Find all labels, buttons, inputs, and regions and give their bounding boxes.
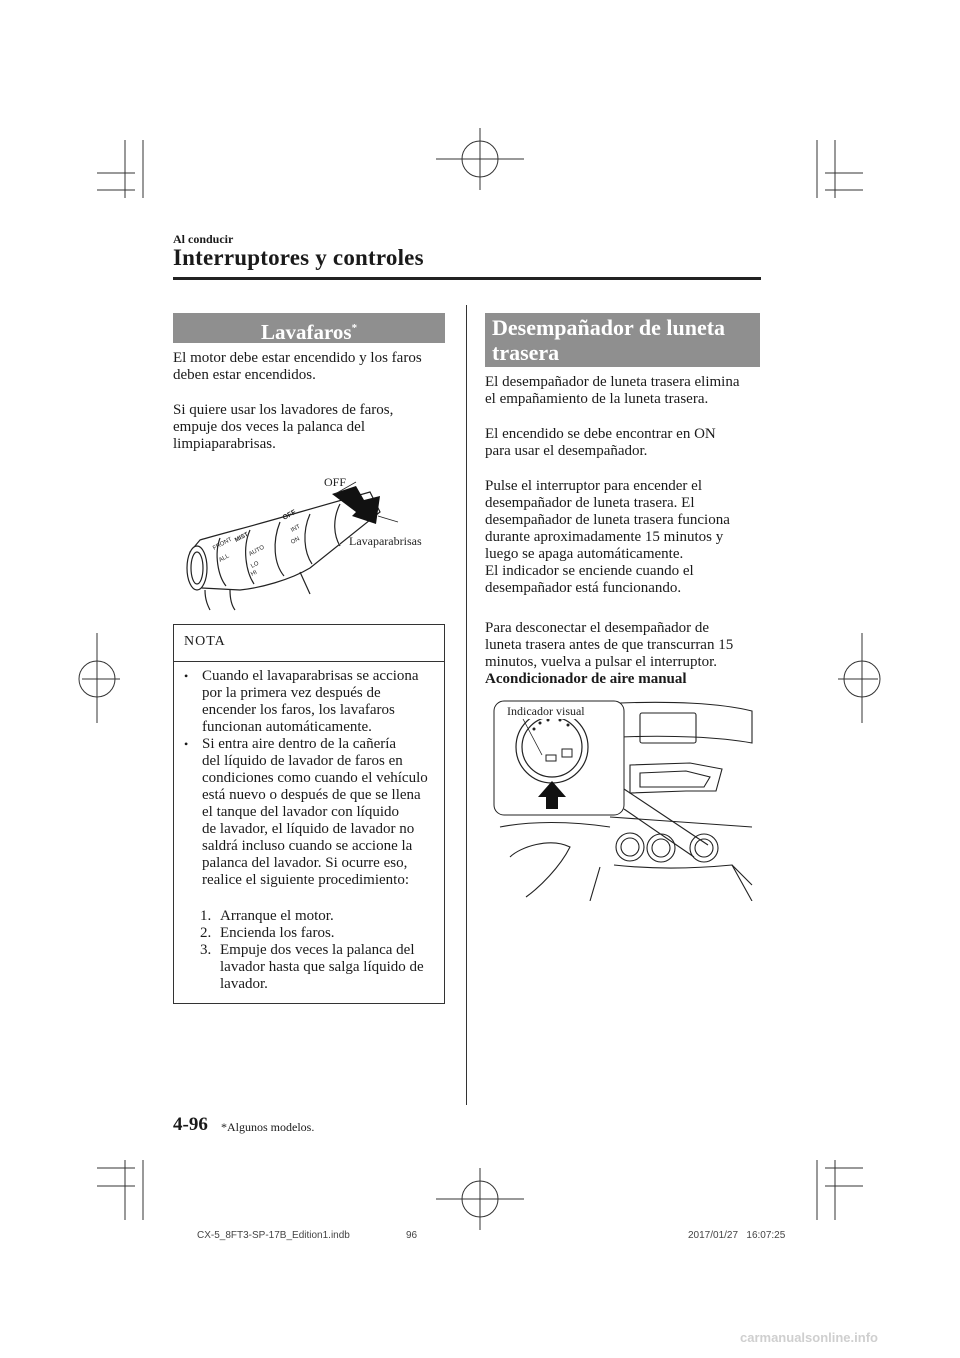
- watermark: carmanualsonline.info: [740, 1330, 878, 1345]
- print-file-page: 96: [406, 1230, 418, 1241]
- note-divider: [174, 661, 444, 662]
- switch-text-on: ON: [290, 536, 301, 546]
- note-bullet: • Si entra aire dentro de la cañería del líquido de lavador de faros en condiciones como cuando el vehículo está nuevo o después de que se llena el tanque del lavador con líquido de lavador, el líquido de lavador no saldrá incluso cuando se accione la palanca del lavador. Si ocurre eso, realice el siguiente procedimiento:: [184, 736, 440, 889]
- chapter-title: Interruptores y controles: [173, 245, 424, 270]
- step-number: 2.: [200, 925, 212, 941]
- step-item: [200, 925, 440, 942]
- label-indicador-visual: Indicador visual: [507, 704, 585, 718]
- switch-text-mist: MIST: [234, 531, 250, 544]
- page-number: 4-96: [173, 1114, 208, 1135]
- paragraph-ignition-on: El encendido se debe encontrar en ON para usar el desempañador.: [485, 426, 716, 459]
- column-divider: [466, 305, 467, 1105]
- footnote-some-models: *Algunos modelos.: [221, 1120, 315, 1134]
- print-datetime: 2017/01/27 16:07:25: [688, 1230, 786, 1241]
- switch-text-lo: LO: [250, 560, 261, 570]
- step-number: 3.: [200, 942, 212, 958]
- switch-text-auto: AUTO: [248, 544, 266, 558]
- switch-text-all: ALL: [218, 553, 231, 564]
- switch-text-off: OFF: [281, 509, 298, 522]
- paragraph-switch-off: Para desconectar el desempañador de luneta trasera antes de que transcurran 15 minutos, vuelva a pulsar el interruptor.: [485, 620, 734, 670]
- desempanador-heading: Desempañador de luneta trasera: [485, 313, 760, 367]
- section-label: Al conducir: [173, 232, 234, 246]
- paragraph-how-to-use: Si quiere usar los lavadores de faros, empuje dos veces la palanca del limpiaparabrisas.: [173, 402, 394, 452]
- switch-text-int: INT: [290, 523, 302, 534]
- note-title: NOTA: [184, 634, 226, 649]
- step-item: [200, 908, 440, 925]
- lavafaros-heading: [173, 313, 445, 343]
- step-item: [200, 942, 440, 993]
- paragraph-operation: Pulse el interruptor para encender el desempañador de luneta trasera. El desempañador de luneta trasera funciona durante aproximadamente 15 minutos y luego se apaga automáticamente. El indicador se enciende cuando el desempañador está funcionando.: [485, 478, 730, 596]
- optional-mark: *: [351, 322, 358, 334]
- paragraph-engine-on: El motor debe estar encendido y los faros deben estar encendidos.: [173, 350, 422, 383]
- step-text: Empuje dos veces la palanca del lavador hasta que salga líquido de lavador.: [220, 942, 424, 992]
- switch-text-front: FRONT: [212, 536, 234, 552]
- paragraph-defroster-purpose: El desempañador de luneta trasera elimina el empañamiento de la luneta trasera.: [485, 374, 740, 407]
- dashboard-illustration: [490, 697, 762, 901]
- note-steps: [200, 908, 440, 993]
- subheading-manual-ac: Acondicionador de aire manual: [485, 671, 687, 687]
- chapter-rule: [173, 277, 761, 280]
- note-bullets: [184, 668, 440, 889]
- step-text: Encienda los faros.: [220, 925, 335, 941]
- step-number: 1.: [200, 908, 212, 924]
- label-lavaparabrisas: Lavaparabrisas: [349, 534, 422, 548]
- note-bullet: • Cuando el lavaparabrisas se acciona por la primera vez después de encender los faros, los lavafaros funcionan automáticamente.: [184, 668, 440, 736]
- switch-text-hi: HI: [250, 569, 259, 578]
- print-file-name: CX-5_8FT3-SP-17B_Edition1.indb: [197, 1230, 350, 1241]
- step-text: Arranque el motor.: [220, 908, 334, 924]
- lavafaros-heading-text: Lavafaros: [260, 320, 352, 344]
- label-off: OFF: [324, 475, 347, 489]
